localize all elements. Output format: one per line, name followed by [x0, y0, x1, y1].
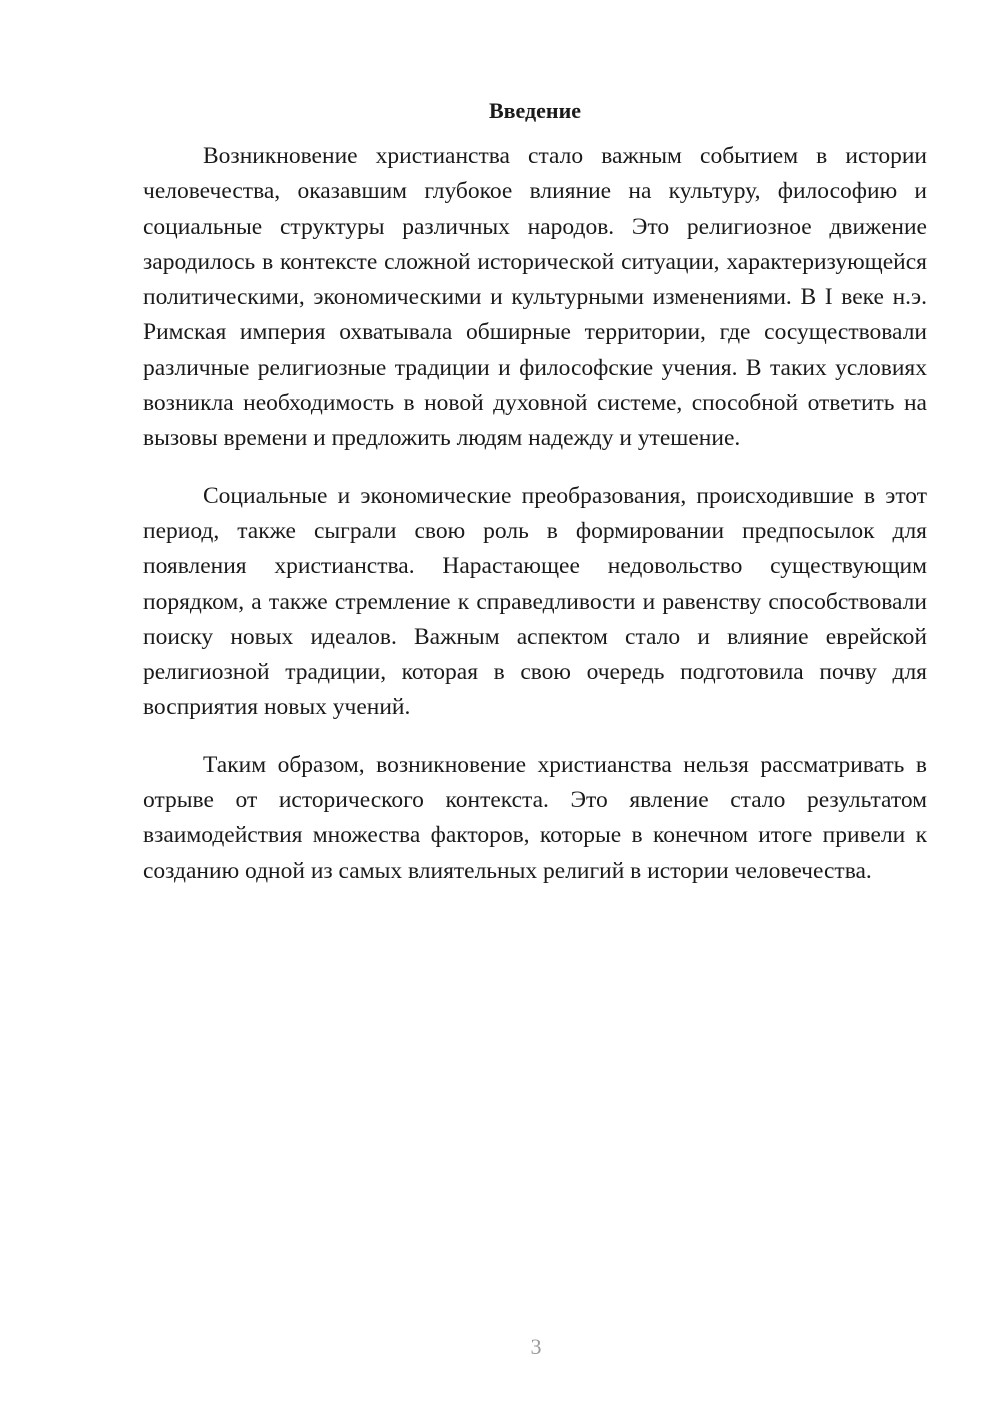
section-title: Введение [488, 98, 582, 123]
paragraph-3: Таким образом, возникновение христианства нельзя рассматривать в отрыве от исторического контекста. Это явление стало результатом взаимодействия множества факторов, которые в конечном итоге привели к созданию одной из самых влиятельных религий в истории человечества. [143, 751, 927, 884]
page-number: 3 [530, 1334, 542, 1359]
paragraph-1: Возникновение христианства стало важным событием в истории человечества, оказавшим глубокое влияние на культуру, философию и социальные структуры различных народов. Это религиозное движение зародилось в контексте сложной исторической ситуации, характеризующейся политическими, экономическими и культурными изменениями. В I веке н.э. Римская империя охватывала обширные территории, где сосуществовали различные религиозные традиции и философские учения. В таких условиях возникла необходимость в новой духовной системе, способной ответить на вызовы времени и предложить людям надежду и утешение. [143, 143, 927, 452]
paragraph-2: Социальные и экономические преобразования, происходившие в этот период, также сыграли свою роль в формировании предпосылок для появления христианства. Нарастающее недовольство существующим порядком, а также стремление к справедливости и равенству способствовали поиску новых идеалов. Важным аспектом стало и влияние еврейской религиозной традиции, которая в свою очередь подготовила почву для восприятия новых учений. [143, 482, 927, 721]
document-body [143, 96, 927, 911]
